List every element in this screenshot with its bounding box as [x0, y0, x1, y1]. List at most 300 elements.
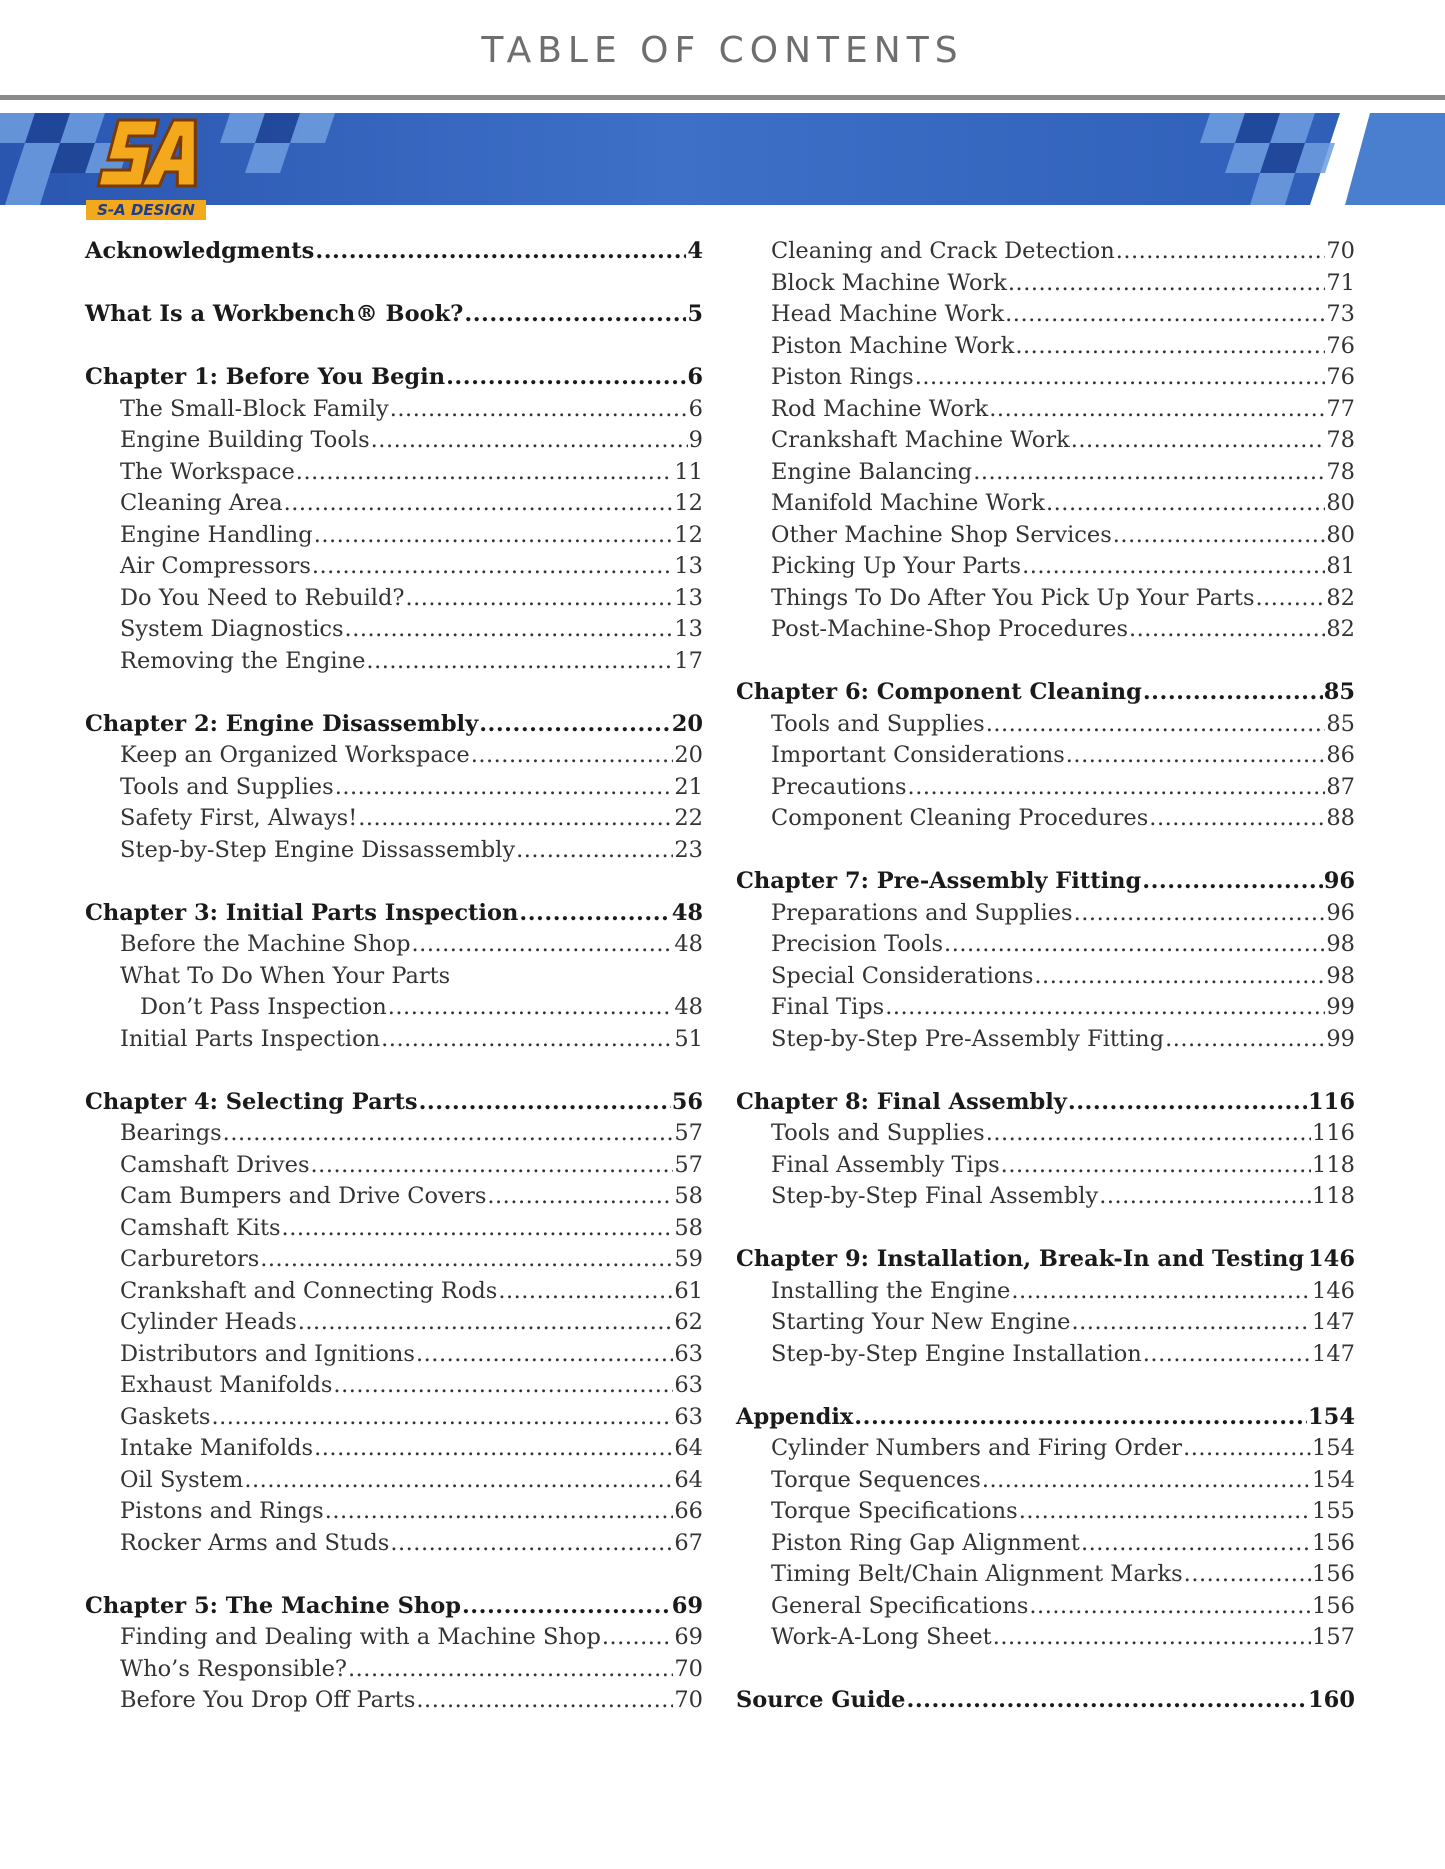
- toc-entry-title: Engine Handling: [120, 521, 313, 548]
- dot-leader: [211, 1402, 673, 1434]
- toc-entry-title: Cleaning Area: [120, 490, 283, 516]
- dot-leader: [986, 1118, 1311, 1150]
- toc-entry-camshaft-drives[interactable]: [85, 1150, 703, 1182]
- toc-entry-torque-sequences[interactable]: [736, 1465, 1355, 1497]
- toc-entry-page: 13: [674, 616, 703, 642]
- dot-leader: [989, 394, 1325, 426]
- toc-entry-who-s-responsible[interactable]: [85, 1654, 703, 1686]
- dot-leader: [298, 1307, 674, 1339]
- dot-leader: [982, 1465, 1311, 1497]
- dot-leader: [854, 1402, 1307, 1434]
- toc-entry-title: Don’t Pass Inspection: [140, 994, 387, 1020]
- toc-entry-chapter-9-installation-break-in-and-testing[interactable]: [736, 1244, 1355, 1276]
- toc-entry-title: Source Guide: [736, 1687, 906, 1713]
- toc-entry-crankshaft-and-connecting-rods[interactable]: [85, 1276, 703, 1308]
- toc-entry-removing-the-engine[interactable]: [85, 646, 703, 678]
- toc-entry-rod-machine-work[interactable]: [736, 394, 1355, 426]
- toc-entry-title: Preparations and Supplies: [771, 899, 1073, 926]
- dot-leader: [345, 614, 674, 646]
- toc-entry-title: Air Compressors: [120, 553, 311, 579]
- dot-leader: [1011, 1276, 1311, 1308]
- dot-leader: [416, 1685, 673, 1717]
- toc-entry-title: Camshaft Kits: [120, 1214, 281, 1241]
- toc-entry-the-workspace[interactable]: [85, 457, 703, 489]
- toc-entry-title: Post-Machine-Shop Procedures: [771, 616, 1128, 642]
- dot-leader: [479, 709, 671, 741]
- toc-entry-page: 118: [1312, 1183, 1355, 1209]
- dot-leader: [1046, 488, 1325, 520]
- dot-leader: [1184, 1559, 1311, 1591]
- toc-entry-title: Finding and Dealing with a Machine Shop: [120, 1624, 601, 1650]
- dot-leader: [333, 1370, 673, 1402]
- dot-leader: [223, 1118, 674, 1150]
- dot-leader: [1005, 299, 1325, 331]
- dot-leader: [915, 362, 1326, 394]
- toc-entry-page: 48: [671, 899, 703, 926]
- toc-entry-page: 12: [674, 490, 703, 516]
- toc-entry-page: 80: [1326, 521, 1355, 548]
- toc-entry-starting-your-new-engine[interactable]: [736, 1307, 1355, 1339]
- toc-entry-page: 13: [674, 553, 703, 579]
- dot-leader: [1256, 583, 1326, 615]
- toc-right-column: [736, 236, 1355, 1717]
- toc-entry-page: 73: [1326, 301, 1355, 327]
- toc-entry-title: Important Considerations: [771, 742, 1065, 768]
- toc-entry-page: 88: [1326, 805, 1355, 831]
- toc-entry-page: 11: [674, 458, 703, 485]
- toc-entry-page: 5: [687, 301, 703, 327]
- toc-left-column: [85, 236, 703, 1717]
- dot-leader: [312, 551, 673, 583]
- toc-entry-page: 66: [674, 1498, 703, 1524]
- dot-leader: [388, 992, 674, 1024]
- toc-entry-chapter-6-component-cleaning[interactable]: [736, 677, 1355, 709]
- toc-entry-title: Block Machine Work: [771, 269, 1007, 296]
- toc-entry-title: Tools and Supplies: [771, 710, 985, 737]
- toc-entry-tools-and-supplies[interactable]: [85, 772, 703, 804]
- toc-entry-title: Bearings: [120, 1120, 222, 1146]
- toc-entry-page: 70: [674, 1655, 703, 1682]
- dot-leader: [462, 1591, 671, 1623]
- toc-entry-title: Chapter 5: The Machine Shop: [85, 1592, 461, 1619]
- toc-entry-title: Tools and Supplies: [120, 773, 334, 800]
- toc-entry-final-tips[interactable]: [736, 992, 1355, 1024]
- toc-entry-page: 82: [1326, 616, 1355, 642]
- toc-entry-page: 154: [1308, 1403, 1355, 1430]
- dot-leader: [1066, 740, 1326, 772]
- dot-leader: [1116, 236, 1326, 268]
- toc-entry-title: Special Considerations: [771, 962, 1034, 989]
- dot-leader: [405, 583, 673, 615]
- toc-entry-crankshaft-machine-work[interactable]: [736, 425, 1355, 457]
- toc-entry-system-diagnostics[interactable]: [85, 614, 703, 646]
- toc-entry-page: 118: [1312, 1151, 1355, 1178]
- toc-entry-title: Manifold Machine Work: [771, 490, 1045, 516]
- toc-entry-page: 6: [687, 364, 703, 390]
- dot-leader: [348, 1654, 673, 1686]
- toc-entry-oil-system[interactable]: [85, 1465, 703, 1497]
- toc-entry-tools-and-supplies[interactable]: [736, 709, 1355, 741]
- toc-entry-page: 85: [1326, 710, 1355, 737]
- toc-entry-title: Distributors and Ignitions: [120, 1340, 415, 1367]
- dot-leader: [335, 772, 674, 804]
- toc-entry-page: 96: [1326, 899, 1355, 926]
- toc-entry-title: Oil System: [120, 1466, 244, 1493]
- toc-entry-the-small-block-family[interactable]: [85, 394, 703, 426]
- toc-entry-page: 76: [1326, 364, 1355, 390]
- toc-entry-cleaning-area[interactable]: [85, 488, 703, 520]
- toc-entry-title: Piston Machine Work: [771, 332, 1015, 359]
- toc-entry-engine-balancing[interactable]: [736, 457, 1355, 489]
- toc-entry-pistons-and-rings[interactable]: [85, 1496, 703, 1528]
- toc-entry-page: 154: [1312, 1466, 1355, 1493]
- toc-entry-cam-bumpers-and-drive-covers[interactable]: [85, 1181, 703, 1213]
- toc-entry-title: Chapter 9: Installation, Break-In and Testing: [736, 1246, 1305, 1272]
- toc-entry-page: 21: [674, 773, 703, 800]
- toc-entry-title: What To Do When Your Parts: [120, 962, 451, 989]
- toc-entry-post-machine-shop-procedures[interactable]: [736, 614, 1355, 646]
- dot-leader: [1074, 898, 1326, 930]
- dot-leader: [314, 520, 674, 552]
- toc-entry-page: 85: [1323, 679, 1355, 705]
- toc-entry-page: 69: [671, 1592, 703, 1619]
- toc-entry-title: Installing the Engine: [771, 1277, 1011, 1304]
- toc-entry-title: Final Assembly Tips: [771, 1151, 1000, 1178]
- dot-leader: [284, 488, 674, 520]
- toc-entry-title: Chapter 4: Selecting Parts: [85, 1088, 418, 1115]
- toc-entry-chapter-4-selecting-parts[interactable]: [85, 1087, 703, 1119]
- toc-entry-piston-ring-gap-alignment[interactable]: [736, 1528, 1355, 1560]
- toc-entry-work-a-long-sheet[interactable]: [736, 1622, 1355, 1654]
- sa-design-logo: [80, 112, 210, 228]
- dot-leader: [1081, 1528, 1311, 1560]
- dot-leader: [282, 1213, 674, 1245]
- dot-leader: [1129, 614, 1325, 646]
- toc-entry-title: Work-A-Long Sheet: [771, 1624, 992, 1650]
- page-title: TABLE OF CONTENTS: [481, 30, 964, 71]
- toc-entry-step-by-step-engine-dissassembly[interactable]: [85, 835, 703, 867]
- toc-entry-cylinder-numbers-and-firing-order[interactable]: [736, 1433, 1355, 1465]
- toc-entry-page: 6: [688, 395, 703, 422]
- toc-entry-chapter-2-engine-disassembly[interactable]: [85, 709, 703, 741]
- toc-entry-general-specifications[interactable]: [736, 1591, 1355, 1623]
- dot-leader: [1008, 268, 1325, 300]
- dot-leader: [1001, 1150, 1311, 1182]
- toc-entry-torque-specifications[interactable]: [736, 1496, 1355, 1528]
- toc-entry-title: Appendix: [736, 1403, 854, 1430]
- toc-entry-source-guide[interactable]: [736, 1685, 1355, 1717]
- toc-entry-page: 70: [1326, 238, 1355, 264]
- dot-leader: [498, 1276, 673, 1308]
- toc-entry-block-machine-work[interactable]: [736, 268, 1355, 300]
- toc-entry-page: 17: [674, 647, 703, 674]
- toc-entry-page: 57: [674, 1151, 703, 1178]
- toc-entry-title: Cleaning and Crack Detection: [771, 238, 1115, 264]
- dot-leader: [1015, 331, 1325, 363]
- toc-entry-title: Before You Drop Off Parts: [120, 1687, 416, 1713]
- toc-entry-chapter-1-before-you-begin[interactable]: [85, 362, 703, 394]
- toc-entry-other-machine-shop-services[interactable]: [736, 520, 1355, 552]
- toc-entry-title: Starting Your New Engine: [771, 1309, 1071, 1335]
- toc-entry-page: 81: [1326, 553, 1355, 579]
- toc-entry-title: Chapter 8: Final Assembly: [736, 1088, 1067, 1115]
- toc-entry-title: Crankshaft Machine Work: [771, 427, 1070, 453]
- toc-entry-title: Do You Need to Rebuild?: [120, 584, 405, 611]
- toc-entry-cylinder-heads[interactable]: [85, 1307, 703, 1339]
- toc-entry-page: 147: [1312, 1340, 1355, 1367]
- toc-entry-title: Chapter 2: Engine Disassembly: [85, 710, 479, 737]
- toc-entry-page: 146: [1312, 1277, 1355, 1304]
- toc-entry-chapter-8-final-assembly[interactable]: [736, 1087, 1355, 1119]
- toc-entry-before-the-machine-shop[interactable]: [85, 929, 703, 961]
- dot-leader: [358, 803, 673, 835]
- toc-entry-title: Removing the Engine: [120, 647, 366, 674]
- toc-entry-page: 69: [674, 1624, 703, 1650]
- toc-entry-page: 48: [674, 931, 703, 957]
- dot-leader: [516, 835, 673, 867]
- toc-entry-acknowledgments[interactable]: [85, 236, 703, 268]
- dot-leader: [973, 457, 1325, 489]
- toc-entry-page: 12: [674, 521, 703, 548]
- toc-entry-title: General Specifications: [771, 1592, 1029, 1619]
- toc-entry-title: Torque Sequences: [771, 1466, 981, 1493]
- toc-entry-page: 70: [674, 1687, 703, 1713]
- toc-entry-exhaust-manifolds[interactable]: [85, 1370, 703, 1402]
- toc-entry-installing-the-engine[interactable]: [736, 1276, 1355, 1308]
- toc-entry-title: Rocker Arms and Studs: [120, 1529, 390, 1556]
- toc-entry-title: Carburetors: [120, 1246, 260, 1272]
- toc-entry-important-considerations[interactable]: [736, 740, 1355, 772]
- dot-leader: [464, 299, 686, 331]
- dot-leader: [412, 929, 674, 961]
- toc-entry-page: 146: [1308, 1246, 1355, 1272]
- toc-entry-component-cleaning-procedures[interactable]: [736, 803, 1355, 835]
- dot-leader: [1029, 1591, 1311, 1623]
- toc-entry-distributors-and-ignitions[interactable]: [85, 1339, 703, 1371]
- toc-entry-title: Pistons and Rings: [120, 1498, 324, 1524]
- toc-entry-page: 59: [674, 1246, 703, 1272]
- toc-entry-intake-manifolds[interactable]: [85, 1433, 703, 1465]
- toc-entry-finding-and-dealing-with-a-machine-shop[interactable]: [85, 1622, 703, 1654]
- dot-leader: [311, 1150, 674, 1182]
- toc-entry-chapter-3-initial-parts-inspection[interactable]: [85, 898, 703, 930]
- toc-entry-title: Precision Tools: [771, 931, 944, 957]
- toc-entry-page: 86: [1326, 742, 1355, 768]
- toc-entry-title: Cylinder Heads: [120, 1309, 297, 1335]
- dot-leader: [366, 646, 673, 678]
- toc-entry-page: 22: [674, 805, 703, 831]
- toc-entry-safety-first-always[interactable]: [85, 803, 703, 835]
- toc-entry-carburetors[interactable]: [85, 1244, 703, 1276]
- toc-entry-title: Chapter 3: Initial Parts Inspection: [85, 899, 519, 926]
- toc-entry-title: Torque Specifications: [771, 1498, 1018, 1524]
- dot-leader: [885, 992, 1325, 1024]
- dot-leader: [907, 1685, 1308, 1717]
- dot-leader: [1022, 551, 1325, 583]
- toc-entry-what-to-do-when-your-parts[interactable]: [85, 961, 703, 993]
- toc-entry-rocker-arms-and-studs[interactable]: [85, 1528, 703, 1560]
- toc-entry-chapter-7-pre-assembly-fitting[interactable]: [736, 866, 1355, 898]
- toc-entry-precautions[interactable]: [736, 772, 1355, 804]
- toc-entry-title: Cylinder Numbers and Firing Order: [771, 1435, 1183, 1461]
- dot-leader: [371, 425, 688, 457]
- toc-entry-tools-and-supplies[interactable]: [736, 1118, 1355, 1150]
- toc-entry-title: Acknowledgments: [85, 238, 315, 264]
- toc-entry-chapter-5-the-machine-shop[interactable]: [85, 1591, 703, 1623]
- toc-entry-page: 116: [1308, 1088, 1355, 1115]
- toc-entry-page: 78: [1326, 458, 1355, 485]
- toc-entry-title: Things To Do After You Pick Up Your Parts: [771, 584, 1255, 611]
- toc-entry-special-considerations[interactable]: [736, 961, 1355, 993]
- toc-entry-page: 99: [1326, 994, 1355, 1020]
- toc-entry-engine-building-tools[interactable]: [85, 425, 703, 457]
- toc-entry-page: 48: [674, 994, 703, 1020]
- toc-entry-page: 9: [688, 427, 703, 453]
- toc-entry-final-assembly-tips[interactable]: [736, 1150, 1355, 1182]
- toc-entry-page: 156: [1312, 1592, 1355, 1619]
- title-divider: [0, 95, 1445, 100]
- toc-entry-page: 78: [1326, 427, 1355, 453]
- toc-entry-page: 82: [1326, 584, 1355, 611]
- toc-entry-page: 76: [1326, 332, 1355, 359]
- toc-entry-title: Initial Parts Inspection: [120, 1025, 381, 1052]
- toc-entry-page: 62: [674, 1309, 703, 1335]
- toc-entry-title: Who’s Responsible?: [120, 1655, 347, 1682]
- dot-leader: [1019, 1496, 1311, 1528]
- toc-entry-page: 80: [1326, 490, 1355, 516]
- toc-entry-title: Keep an Organized Workspace: [120, 742, 470, 768]
- dot-leader: [908, 772, 1326, 804]
- toc-entry-engine-handling[interactable]: [85, 520, 703, 552]
- toc-entry-title: The Small-Block Family: [120, 395, 389, 422]
- toc-entry-air-compressors[interactable]: [85, 551, 703, 583]
- toc-entry-title: The Workspace: [120, 458, 295, 485]
- toc-entry-page: 61: [674, 1277, 703, 1304]
- dot-leader: [315, 236, 686, 268]
- toc-entry-page: 57: [674, 1120, 703, 1146]
- toc-entry-preparations-and-supplies[interactable]: [736, 898, 1355, 930]
- toc-entry-gaskets[interactable]: [85, 1402, 703, 1434]
- toc-entry-manifold-machine-work[interactable]: [736, 488, 1355, 520]
- toc-entry-page: 156: [1312, 1529, 1355, 1556]
- toc-entry-what-is-a-workbench-book[interactable]: [85, 299, 703, 331]
- toc-entry-cleaning-and-crack-detection[interactable]: [736, 236, 1355, 268]
- toc-entry-piston-rings[interactable]: [736, 362, 1355, 394]
- toc-entry-title: Piston Rings: [771, 364, 914, 390]
- dot-leader: [1068, 1087, 1307, 1119]
- toc-entry-initial-parts-inspection[interactable]: [85, 1024, 703, 1056]
- toc-entry-page: 98: [1326, 962, 1355, 989]
- toc-entry-appendix[interactable]: [736, 1402, 1355, 1434]
- dot-leader: [1183, 1433, 1311, 1465]
- toc-entry-title: Component Cleaning Procedures: [771, 805, 1149, 831]
- toc-entry-page: 58: [674, 1214, 703, 1241]
- toc-entry-title: Rod Machine Work: [771, 395, 989, 422]
- toc-entry-title: Engine Balancing: [771, 458, 973, 485]
- dot-leader: [1072, 1307, 1312, 1339]
- dot-leader: [1305, 1244, 1307, 1276]
- dot-leader: [1113, 520, 1326, 552]
- toc-entry-bearings[interactable]: [85, 1118, 703, 1150]
- toc-entry-title: Engine Building Tools: [120, 427, 370, 453]
- toc-entry-page: 58: [674, 1183, 703, 1209]
- toc-entry-head-machine-work[interactable]: [736, 299, 1355, 331]
- toc-entry-page: 56: [671, 1088, 703, 1115]
- toc-entry-page: 71: [1326, 269, 1355, 296]
- dot-leader: [487, 1181, 673, 1213]
- dot-leader: [446, 362, 686, 394]
- toc-entry-precision-tools[interactable]: [736, 929, 1355, 961]
- toc-entry-title: Cam Bumpers and Drive Covers: [120, 1183, 487, 1209]
- dot-leader: [986, 709, 1326, 741]
- toc-entry-title: Piston Ring Gap Alignment: [771, 1529, 1080, 1556]
- toc-entry-title: Step-by-Step Engine Dissassembly: [120, 836, 516, 863]
- toc-entry-page: 13: [674, 584, 703, 611]
- toc-entry-step-by-step-pre-assembly-fitting[interactable]: [736, 1024, 1355, 1056]
- dot-leader: [1143, 1339, 1311, 1371]
- toc-entry-page: 147: [1312, 1309, 1355, 1335]
- toc-entry-step-by-step-engine-installation[interactable]: [736, 1339, 1355, 1371]
- toc-entry-don-t-pass-inspection[interactable]: [85, 992, 703, 1024]
- toc-entry-page: 67: [674, 1529, 703, 1556]
- toc-entry-page: 98: [1326, 931, 1355, 957]
- dot-leader: [1165, 1024, 1325, 1056]
- toc-entry-timing-belt-chain-alignment-marks[interactable]: [736, 1559, 1355, 1591]
- dot-leader: [381, 1024, 673, 1056]
- dot-leader: [471, 740, 674, 772]
- toc-entry-camshaft-kits[interactable]: [85, 1213, 703, 1245]
- toc-entry-title: Chapter 6: Component Cleaning: [736, 679, 1142, 705]
- dot-leader: [390, 394, 688, 426]
- toc-entry-page: 160: [1308, 1687, 1355, 1713]
- dot-leader: [390, 1528, 673, 1560]
- dot-leader: [260, 1244, 673, 1276]
- toc-entry-piston-machine-work[interactable]: [736, 331, 1355, 363]
- toc-entry-title: Final Tips: [771, 994, 885, 1020]
- toc-entry-page: 87: [1326, 773, 1355, 800]
- toc-entry-title: Head Machine Work: [771, 301, 1005, 327]
- toc-entry-title: Chapter 1: Before You Begin: [85, 364, 446, 390]
- toc-entry-title: Tools and Supplies: [771, 1120, 985, 1146]
- toc-entry-page: 96: [1323, 868, 1355, 894]
- dot-leader: [1099, 1181, 1311, 1213]
- toc-entry-title: Before the Machine Shop: [120, 931, 411, 957]
- toc-entry-page: 64: [674, 1466, 703, 1493]
- toc-entry-title: What Is a Workbench® Book?: [85, 301, 464, 327]
- toc-entry-do-you-need-to-rebuild[interactable]: [85, 583, 703, 615]
- toc-entry-title: Chapter 7: Pre-Assembly Fitting: [736, 868, 1142, 894]
- toc-entry-title: Intake Manifolds: [120, 1435, 314, 1461]
- toc-entry-step-by-step-final-assembly[interactable]: [736, 1181, 1355, 1213]
- toc-entry-page: 20: [674, 742, 703, 768]
- dot-leader: [1149, 803, 1325, 835]
- toc-entry-things-to-do-after-you-pick-up-your-parts[interactable]: [736, 583, 1355, 615]
- toc-entry-title: Precautions: [771, 773, 907, 800]
- toc-entry-title: Crankshaft and Connecting Rods: [120, 1277, 498, 1304]
- toc-entry-before-you-drop-off-parts[interactable]: [85, 1685, 703, 1717]
- dot-leader: [314, 1433, 673, 1465]
- toc-entry-page: 20: [671, 710, 703, 737]
- dot-leader: [944, 929, 1325, 961]
- header-banner: [0, 113, 1445, 205]
- toc-entry-page: 63: [674, 1403, 703, 1430]
- toc-entry-picking-up-your-parts[interactable]: [736, 551, 1355, 583]
- toc-entry-page: 116: [1312, 1120, 1355, 1146]
- dot-leader: [419, 1087, 671, 1119]
- toc-entry-keep-an-organized-workspace[interactable]: [85, 740, 703, 772]
- dot-leader: [296, 457, 674, 489]
- toc-entry-page: 157: [1312, 1624, 1355, 1650]
